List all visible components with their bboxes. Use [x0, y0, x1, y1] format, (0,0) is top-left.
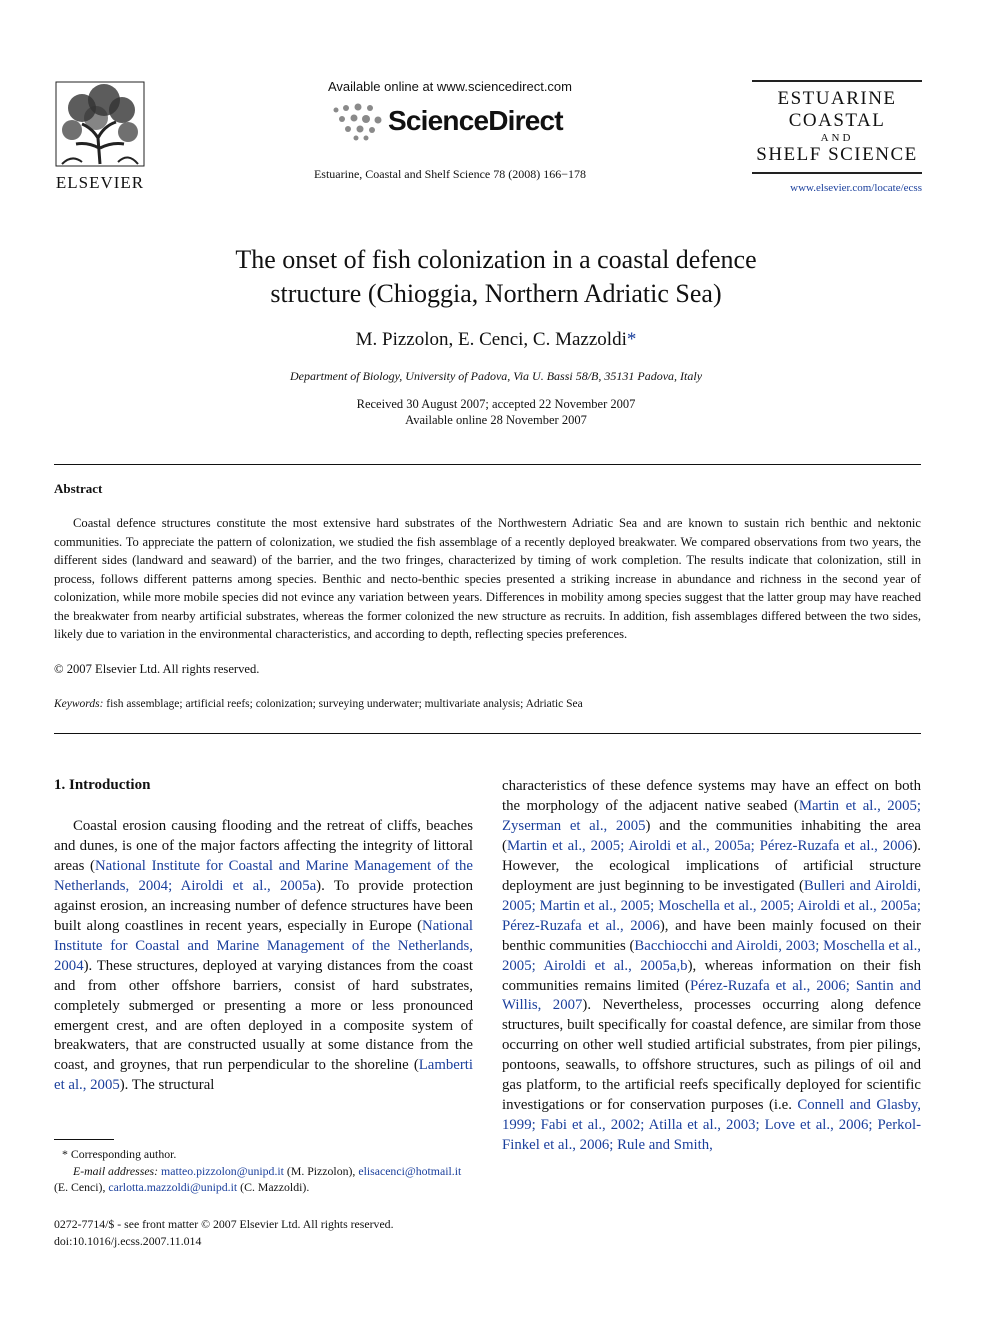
body-text: ). However, the ecological implications of artificial structure deployment are just beginning to be investigated ( — [502, 837, 921, 894]
journal-url-link[interactable]: www.elsevier.com/locate/ecss — [790, 182, 922, 194]
rule-top — [54, 464, 921, 465]
citation-link[interactable]: Connell and Glasby, 1999; Fabi et al., 2002; Atilla et al., 2003; Love et al., 2006; Perkol-Finkel et al., 2006; Rule and Smith, — [502, 1097, 922, 1154]
body-text: characteristics of these defence systems may have an effect on both the morphology of the adjacent native seabed ( — [502, 778, 921, 814]
article-title — [150, 243, 842, 311]
email-label: E-mail addresses: — [73, 1163, 159, 1178]
journal-logo-rule — [752, 80, 922, 82]
authors-text: M. Pizzolon, E. Cenci, C. Mazzoldi — [355, 329, 627, 350]
body-text: ), and have been mainly focused on their benthic communities ( — [502, 917, 921, 954]
available-online[interactable]: Available online at www.sciencedirect.com — [328, 79, 572, 94]
journal-citation: Estuarine, Coastal and Shelf Science 78 (2008) 166−178 — [313, 167, 587, 181]
journal-logo — [752, 80, 922, 194]
intro-left-column — [54, 817, 473, 1096]
issn-line: 0272-7714/$ - see front matter © 2007 Elsevier Ltd. All rights reserved. — [54, 1217, 394, 1231]
body-text: ), whereas information on their fish communities remains limited ( — [502, 957, 922, 994]
email-link-1[interactable]: matteo.pizzolon@unipd.it — [161, 1163, 284, 1178]
email-link-3[interactable]: carlotta.mazzoldi@unipd.it — [108, 1180, 238, 1194]
body-text: ). To provide protection against erosion, an increasing number of defence structures have been built along coastlines in recent years, especially in Europe ( — [54, 877, 473, 934]
intro-right-column — [502, 777, 921, 1156]
abstract-text: Coastal defence structures constitute the most extensive hard substrates of the Northwestern Adriatic Sea and are known to sustain rich benthic and nektonic communities. To appreciate the pattern of colonization, we studied the fish assemblage of a recently deployed breakwater. We compared observations from two years, the different sides (landward and seaward) of the barrier, and the two fringes, characterized by timing of work completion. The results indicate that colonization, still in process, follows different patterns among species. Benthic and necto-benthic species presented a striking increase in abundance and richness in the second year of colonization, while more mobile species did not evince any variation between years. Differences in mobility among species suggest that the latter group may have reached the breakwater from nearby artificial substrates, whereas the former colonized the new structure as recruits. In addition, fish assemblages differed between the two sides, likely due to variation in the environmental characteristics, and according to depth, reflecting species preferences. — [54, 516, 921, 641]
journal-logo-line-1: ESTUARINE — [777, 88, 897, 109]
body-text: ) and the communities inhabiting the area ( — [502, 817, 921, 854]
citation-link[interactable]: Bacchiocchi and Airoldi, 2003; Moschella et al., 2005; Airoldi et al., 2005a,b — [502, 937, 921, 974]
email-owner-2: (E. Cenci), — [54, 1180, 106, 1194]
footnote-rule — [54, 1139, 114, 1140]
keywords-label: Keywords: — [54, 698, 104, 710]
section-heading-introduction: 1. Introduction — [54, 777, 151, 793]
citation-link[interactable]: National Institute for Coastal and Marine Management of the Netherlands, 2004 — [54, 917, 473, 974]
body-text: Coastal erosion causing flooding and the retreat of cliffs, beaches and dunes, is one of the major factors affecting the integrity of littoral areas ( — [54, 818, 473, 874]
abstract-heading: Abstract — [54, 481, 103, 496]
received-date: Received 30 August 2007; accepted 22 November 2007 — [356, 397, 636, 411]
keywords — [54, 698, 921, 710]
publisher-name: ELSEVIER — [55, 173, 145, 192]
citation-link[interactable]: Martin et al., 2005; Airoldi et al., 2005a; Pérez-Ruzafa et al., 2006 — [506, 837, 913, 854]
title-line-1: The onset of fish colonization in a coastal defence — [235, 245, 757, 274]
title-line-2: structure (Chioggia, Northern Adriatic Sea) — [270, 279, 722, 308]
corresponding-author-note: * Corresponding author. — [62, 1147, 177, 1161]
available-date: Available online 28 November 2007 — [405, 413, 587, 427]
body-text: ). These structures, deployed at varying distances from the coast and from other offshore barriers, consist of hard substrates, completely submerged or presenting a more or less pronounced emergent crest, and are often deployed in a composite system of breakwaters, that are constructed usually at some distance from the coast, and groynes, that run perpendicular to the shoreline ( — [54, 957, 473, 1074]
keywords-list: fish assemblage; artificial reefs; colonization; surveying underwater; multivariate analysis; Adriatic Sea — [106, 698, 583, 710]
journal-logo-line-3: AND — [820, 132, 854, 144]
affiliation: Department of Biology, University of Padova, Via U. Bassi 58/B, 35131 Padova, Italy — [289, 369, 703, 383]
article-dates — [150, 396, 842, 428]
body-text: ). Nevertheless, processes occurring along defence structures, built specifically for coastal defence, are similar from those occurring on other well studied artificial substrates, from pier pilings, pontoons, seawalls, to offshore structures, such as pilings of oil and gas platform, to the artificial reefs specifically deployed for scientific investigations or for conservation purposes (i.e. — [502, 997, 921, 1114]
email-owner-1: (M. Pizzolon), — [286, 1163, 356, 1178]
citation-link[interactable]: Pérez-Ruzafa et al., 2006; Santin and Willis, 2007 — [502, 977, 921, 1014]
corresponding-author-mark[interactable]: * — [626, 329, 637, 350]
sciencedirect-dots-icon — [330, 102, 386, 142]
citation-link[interactable]: Lamberti et al., 2005 — [54, 1057, 473, 1094]
email-owner-3: (C. Mazzoldi). — [240, 1180, 310, 1194]
front-matter — [54, 1216, 394, 1249]
body-text: ). The structural — [119, 1077, 215, 1094]
sciencedirect-wordmark: ScienceDirect — [388, 105, 563, 136]
abstract-copyright: © 2007 Elsevier Ltd. All rights reserved. — [54, 662, 260, 676]
citation-link[interactable]: National Institute for Coastal and Marine Management of the Netherlands, 2004; Airoldi et al., 2005a — [54, 857, 473, 894]
citation-link[interactable]: Bulleri and Airoldi, 2005; Martin et al., 2005; Moschella et al., 2005; Airoldi et al., 2005a; Pérez-Ruzafa et al., 2006 — [502, 877, 921, 934]
footnote — [54, 1146, 473, 1196]
journal-logo-line-4: SHELF SCIENCE — [756, 144, 918, 165]
citation-link[interactable]: Martin et al., 2005; Zyserman et al., 2005 — [502, 797, 921, 834]
rule-bottom — [54, 733, 921, 734]
journal-logo-line-2: COASTAL — [788, 110, 886, 131]
elsevier-tree-icon — [52, 78, 148, 170]
email-link-2[interactable]: elisacenci@hotmail.it — [358, 1163, 462, 1178]
sciencedirect-logo[interactable] — [330, 100, 590, 144]
doi-line[interactable]: doi:10.1016/j.ecss.2007.11.014 — [54, 1233, 202, 1248]
journal-logo-rule-bottom — [752, 172, 922, 174]
author-list — [150, 329, 842, 351]
elsevier-logo — [52, 78, 148, 192]
